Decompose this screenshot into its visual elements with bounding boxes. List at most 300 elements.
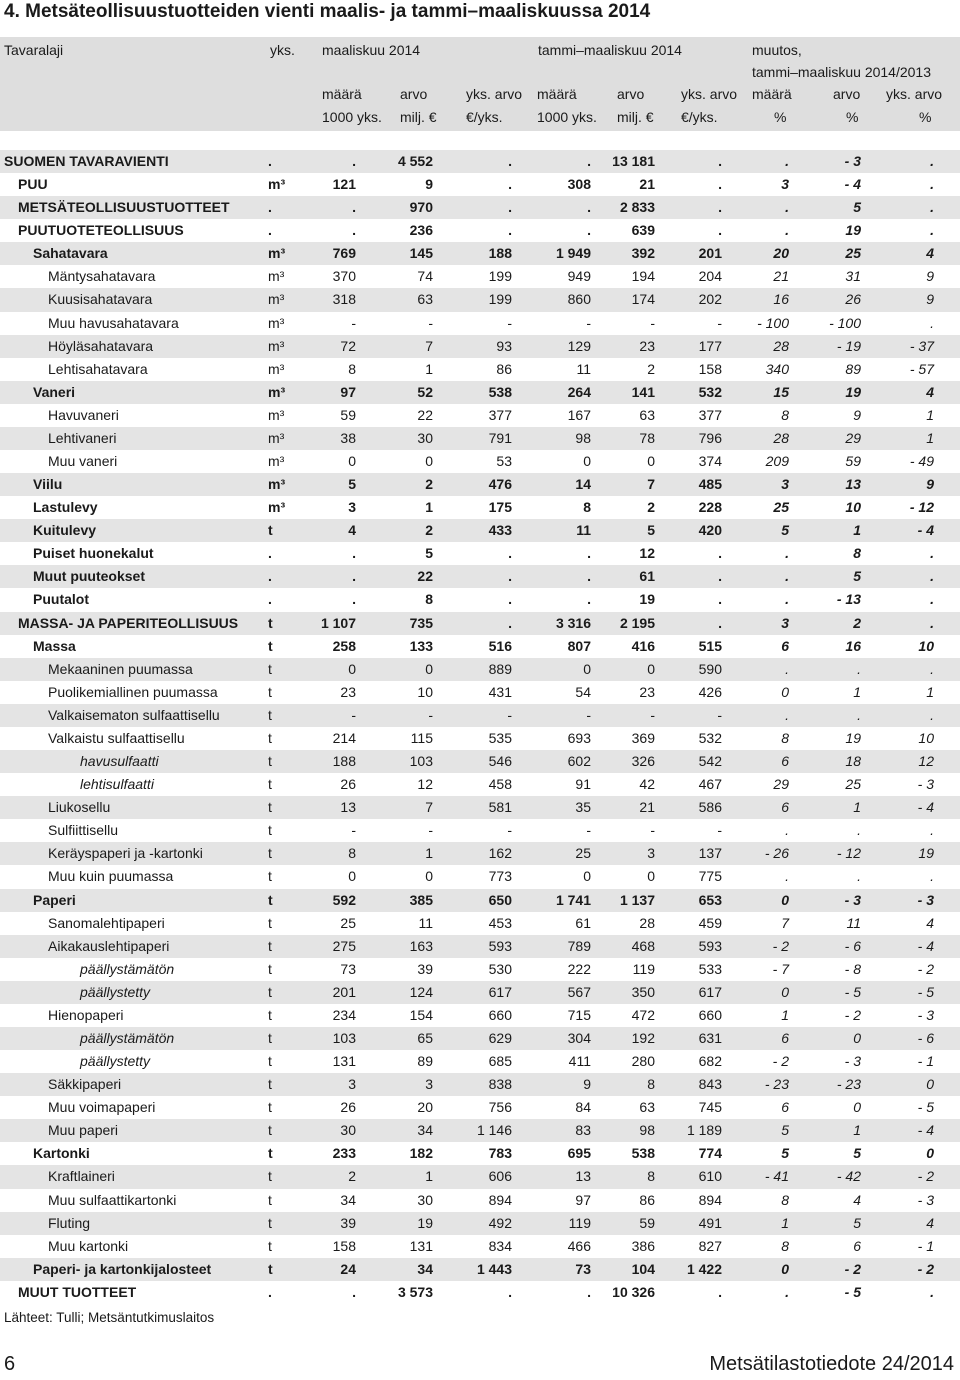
row-value: 21: [639, 799, 655, 816]
row-value: - 100: [757, 314, 789, 331]
row-value: 530: [488, 960, 512, 977]
row-value: 12: [639, 545, 655, 562]
row-label: MASSA- JA PAPERITEOLLISUUS: [18, 614, 239, 631]
col-name: määrä: [537, 86, 577, 102]
row-value: 426: [698, 683, 722, 700]
row-label: Höyläsahatavara: [48, 337, 154, 354]
row-value: .: [930, 545, 934, 562]
row-value: 34: [417, 1260, 433, 1277]
row-value: 22: [417, 406, 433, 423]
row-value: .: [930, 199, 934, 216]
row-value: 0: [348, 868, 356, 885]
col-name: määrä: [752, 86, 792, 102]
row-value: .: [718, 614, 722, 631]
table-header: [0, 37, 960, 131]
table-row: [0, 796, 960, 819]
row-value: 258: [332, 637, 356, 654]
row-value: 682: [698, 1053, 722, 1070]
row-value: 12: [918, 753, 934, 770]
row-value: 137: [698, 845, 722, 862]
row-value: .: [718, 176, 722, 193]
row-value: 199: [488, 291, 512, 308]
row-value: .: [718, 222, 722, 239]
row-value: .: [508, 153, 512, 169]
row-value: 83: [575, 1122, 591, 1139]
row-value: 0: [583, 453, 591, 470]
row-value: 89: [845, 360, 861, 377]
row-value: 431: [488, 683, 512, 700]
row-value: 59: [639, 1214, 655, 1231]
row-value: 13: [340, 799, 356, 816]
row-unit: t: [268, 683, 272, 700]
row-value: .: [587, 153, 591, 169]
row-value: .: [857, 868, 861, 885]
table-row: [0, 1119, 960, 1142]
row-value: 1: [926, 429, 934, 446]
row-value: 13: [575, 1168, 591, 1185]
header-period1: maaliskuu 2014: [322, 42, 421, 58]
row-value: 9: [583, 1076, 591, 1093]
row-value: 970: [409, 199, 433, 216]
row-unit: .: [268, 222, 272, 239]
row-value: 131: [332, 1053, 356, 1070]
row-value: 715: [567, 1006, 591, 1023]
row-value: .: [718, 545, 722, 562]
row-value: 42: [639, 776, 655, 793]
table-row: [0, 542, 960, 565]
row-value: 535: [488, 729, 512, 746]
row-value: 370: [332, 268, 356, 285]
row-value: 28: [639, 914, 655, 931]
row-value: 0: [647, 660, 655, 677]
col-unit: milj. €: [617, 109, 654, 125]
row-value: - 5: [844, 983, 861, 1000]
row-value: - 2: [917, 1260, 934, 1277]
row-value: - 7: [772, 960, 789, 977]
row-value: 97: [340, 383, 356, 400]
row-value: .: [785, 199, 789, 216]
row-value: - 23: [764, 1076, 789, 1093]
col-name: yks. arvo: [886, 86, 943, 102]
row-unit: t: [268, 1006, 272, 1023]
row-label: Mekaaninen puumassa: [48, 660, 193, 677]
row-value: 392: [631, 245, 655, 262]
row-value: 188: [332, 753, 356, 770]
row-label: havusulfaatti: [80, 753, 159, 770]
row-value: 0: [781, 1260, 789, 1277]
row-value: 894: [488, 1191, 512, 1208]
row-value: - 26: [764, 845, 789, 862]
row-value: 275: [332, 937, 356, 954]
row-value: 65: [417, 1029, 433, 1046]
row-value: 103: [332, 1029, 356, 1046]
row-value: 4: [926, 1214, 934, 1231]
row-unit: t: [268, 983, 272, 1000]
row-unit: t: [268, 1168, 272, 1185]
row-value: - 3: [917, 776, 934, 793]
row-value: 19: [918, 845, 934, 862]
row-value: 304: [567, 1029, 591, 1046]
row-value: .: [857, 706, 861, 723]
row-unit: t: [268, 1237, 272, 1254]
row-value: .: [587, 591, 591, 608]
row-value: 0: [926, 1076, 934, 1093]
row-value: 1: [853, 1122, 861, 1139]
row-value: 158: [698, 360, 722, 377]
row-label: Fluting: [48, 1214, 91, 1231]
row-value: 1: [425, 360, 433, 377]
row-label: Valkaistu sulfaattisellu: [48, 729, 185, 746]
row-label: Puolikemiallinen puumassa: [48, 683, 218, 700]
row-value: 0: [647, 453, 655, 470]
row-value: 52: [417, 383, 433, 400]
table-row: [0, 265, 960, 288]
row-unit: t: [268, 614, 273, 631]
row-value: 13 181: [612, 153, 655, 169]
table-row: [0, 1142, 960, 1165]
row-label: Paperi: [33, 891, 76, 908]
row-value: 6: [781, 637, 789, 654]
row-value: 25: [340, 914, 356, 931]
row-label: Lehtisahatavara: [48, 360, 148, 377]
row-value: 5: [853, 1145, 861, 1162]
row-value: 8: [781, 729, 789, 746]
row-value: 63: [639, 1099, 655, 1116]
row-value: .: [785, 153, 789, 169]
row-value: 53: [496, 453, 512, 470]
row-value: 617: [698, 983, 722, 1000]
row-value: 59: [845, 453, 861, 470]
row-value: 4: [348, 522, 356, 539]
row-label: Kraftlaineri: [48, 1168, 115, 1185]
row-value: 773: [488, 868, 512, 885]
row-value: 5: [853, 568, 861, 585]
row-value: 796: [698, 429, 722, 446]
row-value: 4: [926, 914, 934, 931]
table-row: [0, 1096, 960, 1119]
row-value: - 2: [772, 937, 789, 954]
row-value: .: [930, 706, 934, 723]
row-value: 209: [765, 453, 789, 470]
table-row: [0, 404, 960, 427]
row-value: 0: [425, 453, 433, 470]
row-value: 949: [567, 268, 591, 285]
row-value: 10 326: [612, 1283, 655, 1300]
row-value: 177: [698, 337, 722, 354]
row-value: 2: [647, 499, 655, 516]
row-value: 1 422: [686, 1260, 722, 1277]
row-label: lehtisulfaatti: [80, 776, 154, 793]
row-unit: t: [268, 1053, 272, 1070]
table-row: [0, 981, 960, 1004]
row-value: 606: [488, 1168, 512, 1185]
row-value: 0: [853, 1099, 861, 1116]
row-value: .: [508, 591, 512, 608]
row-value: 86: [639, 1191, 655, 1208]
row-label: Keräyspaperi ja -kartonki: [48, 845, 203, 862]
table-row: [0, 496, 960, 519]
row-label: Havuvaneri: [48, 406, 119, 423]
table-row: [0, 750, 960, 773]
header-unit: yks.: [270, 42, 295, 58]
row-value: 21: [773, 268, 789, 285]
row-value: 26: [340, 1099, 356, 1116]
row-unit: m³: [268, 291, 285, 308]
row-value: 6: [781, 753, 789, 770]
row-value: .: [930, 222, 934, 239]
row-unit: t: [268, 1076, 272, 1093]
table-row: [0, 173, 960, 196]
row-value: 74: [417, 268, 433, 285]
col-unit: %: [846, 109, 859, 125]
row-value: 141: [631, 383, 655, 400]
row-value: - 6: [844, 937, 861, 954]
row-value: 3: [781, 476, 789, 493]
row-value: 411: [568, 1053, 591, 1070]
row-value: 264: [567, 383, 591, 400]
row-value: 19: [639, 591, 655, 608]
row-value: 350: [631, 983, 655, 1000]
row-value: 491: [698, 1214, 722, 1231]
row-value: 617: [488, 983, 512, 1000]
row-value: 0: [583, 660, 591, 677]
row-value: 468: [631, 937, 655, 954]
row-value: 9: [926, 268, 934, 285]
row-value: .: [508, 545, 512, 562]
row-value: 39: [417, 960, 433, 977]
row-value: 233: [332, 1145, 356, 1162]
row-value: 22: [417, 568, 433, 585]
row-value: 1: [781, 1006, 789, 1023]
row-value: - 57: [909, 360, 934, 377]
row-value: 5: [781, 522, 789, 539]
row-value: 769: [332, 245, 356, 262]
row-label: Paperi- ja kartonkijalosteet: [33, 1260, 212, 1277]
row-value: 129: [567, 337, 591, 354]
row-value: 14: [575, 476, 591, 493]
row-value: 735: [409, 614, 433, 631]
row-label: Muu kuin puumassa: [48, 868, 174, 885]
row-value: 0: [853, 1029, 861, 1046]
table-row: [0, 635, 960, 658]
row-value: 629: [488, 1029, 512, 1046]
row-value: 653: [698, 891, 722, 908]
row-unit: t: [268, 753, 272, 770]
row-label: päällystetty: [80, 983, 151, 1000]
row-value: - 4: [917, 937, 934, 954]
row-value: 18: [845, 753, 861, 770]
row-value: 1 189: [686, 1122, 722, 1139]
row-value: 420: [698, 522, 722, 539]
row-value: .: [857, 660, 861, 677]
row-value: 222: [567, 960, 591, 977]
row-value: 472: [631, 1006, 655, 1023]
row-value: 133: [409, 637, 433, 654]
row-value: -: [351, 314, 356, 331]
row-value: 115: [410, 729, 433, 746]
row-label: Viilu: [33, 476, 63, 493]
row-value: 0: [425, 660, 433, 677]
row-value: 8: [853, 545, 861, 562]
row-label: päällystämätön: [80, 1029, 175, 1046]
row-value: 11: [418, 914, 433, 931]
row-value: 19: [417, 1214, 433, 1231]
table-row: [0, 1258, 960, 1281]
row-label: päällystämätön: [80, 960, 175, 977]
row-value: 1: [425, 845, 433, 862]
row-unit: t: [268, 1099, 272, 1116]
row-value: .: [587, 199, 591, 216]
row-value: 35: [575, 799, 591, 816]
row-value: 21: [639, 176, 655, 193]
row-value: 650: [488, 891, 512, 908]
row-value: 25: [845, 245, 861, 262]
row-value: 9: [425, 176, 433, 193]
table-row: [0, 658, 960, 681]
row-value: 11: [576, 360, 591, 377]
row-unit: m³: [268, 337, 285, 354]
sources-note: Lähteet: Tulli; Metsäntutkimuslaitos: [4, 1310, 215, 1325]
row-value: 182: [409, 1145, 433, 1162]
row-value: 6: [853, 1237, 861, 1254]
row-value: 63: [417, 291, 433, 308]
row-value: 476: [488, 476, 512, 493]
table-row: [0, 565, 960, 588]
row-unit: m³: [268, 176, 286, 193]
row-value: 11: [576, 522, 591, 539]
row-value: 807: [567, 637, 591, 654]
row-value: 860: [567, 291, 591, 308]
row-value: 34: [417, 1122, 433, 1139]
row-value: 538: [631, 1145, 655, 1162]
row-value: .: [930, 591, 934, 608]
row-value: -: [428, 822, 433, 839]
row-value: - 13: [836, 591, 861, 608]
row-value: 25: [575, 845, 591, 862]
row-value: 308: [567, 176, 591, 193]
row-unit: .: [268, 1283, 272, 1300]
row-value: 834: [488, 1237, 512, 1254]
row-value: 2: [425, 476, 433, 493]
row-value: 63: [639, 406, 655, 423]
row-value: .: [718, 1283, 722, 1300]
row-value: - 49: [909, 453, 934, 470]
row-value: 2: [853, 614, 861, 631]
row-value: 602: [567, 753, 591, 770]
row-label: Sahatavara: [33, 245, 108, 262]
row-value: -: [351, 706, 356, 723]
row-unit: t: [268, 868, 272, 885]
row-value: 660: [698, 1006, 722, 1023]
row-value: 581: [488, 799, 512, 816]
row-value: - 2: [772, 1053, 789, 1070]
row-value: 4: [926, 383, 934, 400]
col-unit: €/yks.: [681, 109, 718, 125]
row-value: .: [508, 176, 512, 193]
row-label: Kuitulevy: [33, 522, 97, 539]
row-label: METSÄTEOLLISUUSTUOTTEET: [18, 199, 230, 216]
row-value: 23: [340, 683, 356, 700]
row-value: .: [352, 568, 356, 585]
table-row: [0, 819, 960, 842]
row-value: 188: [488, 245, 512, 262]
col-name: arvo: [833, 86, 861, 102]
row-value: 93: [496, 337, 512, 354]
row-value: 104: [631, 1260, 655, 1277]
table-row: [0, 312, 960, 335]
row-value: 19: [845, 383, 861, 400]
row-value: 0: [781, 683, 789, 700]
row-value: 214: [332, 729, 356, 746]
row-value: - 3: [917, 1191, 934, 1208]
row-value: 843: [698, 1076, 722, 1093]
row-value: 326: [631, 753, 655, 770]
row-value: 3: [781, 614, 789, 631]
row-value: - 23: [836, 1076, 861, 1093]
row-value: 8: [348, 360, 356, 377]
table-row: [0, 219, 960, 242]
table-row: [0, 1027, 960, 1050]
row-unit: m³: [268, 245, 286, 262]
row-unit: t: [268, 1145, 273, 1162]
row-value: 1: [853, 683, 861, 700]
col-unit: %: [919, 109, 932, 125]
row-value: -: [586, 822, 591, 839]
row-value: 1: [425, 499, 433, 516]
table-row: [0, 865, 960, 888]
row-value: 199: [488, 268, 512, 285]
row-value: .: [930, 1283, 934, 1300]
row-value: 6: [781, 1099, 789, 1116]
table-row: [0, 935, 960, 958]
table-row: [0, 1281, 960, 1304]
row-value: 3: [348, 499, 356, 516]
row-value: 162: [488, 845, 512, 862]
row-value: - 2: [844, 1260, 861, 1277]
row-value: 592: [332, 891, 356, 908]
table-row: [0, 1165, 960, 1188]
row-value: - 19: [836, 337, 861, 354]
row-value: 433: [488, 522, 512, 539]
row-value: 5: [853, 1214, 861, 1231]
row-value: 11: [846, 914, 861, 931]
row-label: Mäntysahatavara: [48, 268, 156, 285]
row-value: -: [717, 822, 722, 839]
row-value: 98: [639, 1122, 655, 1139]
row-value: 593: [698, 937, 722, 954]
row-value: - 4: [917, 1122, 934, 1139]
row-value: .: [352, 545, 356, 562]
row-value: 20: [417, 1099, 433, 1116]
row-unit: t: [268, 1260, 273, 1277]
row-value: -: [586, 314, 591, 331]
row-value: 6: [781, 799, 789, 816]
row-value: 234: [332, 1006, 356, 1023]
publication-name: Metsätilastotiedote 24/2014: [709, 1353, 954, 1375]
row-label: PUU: [18, 176, 48, 193]
row-value: .: [718, 199, 722, 216]
row-value: 121: [332, 176, 356, 193]
row-value: 2: [647, 360, 655, 377]
row-value: 54: [575, 683, 591, 700]
table-row: [0, 773, 960, 796]
row-value: 0: [348, 660, 356, 677]
table-body: [0, 150, 960, 1304]
row-value: 59: [340, 406, 356, 423]
row-value: 3 316: [555, 614, 591, 631]
row-value: - 41: [764, 1168, 789, 1185]
row-value: 590: [698, 660, 722, 677]
